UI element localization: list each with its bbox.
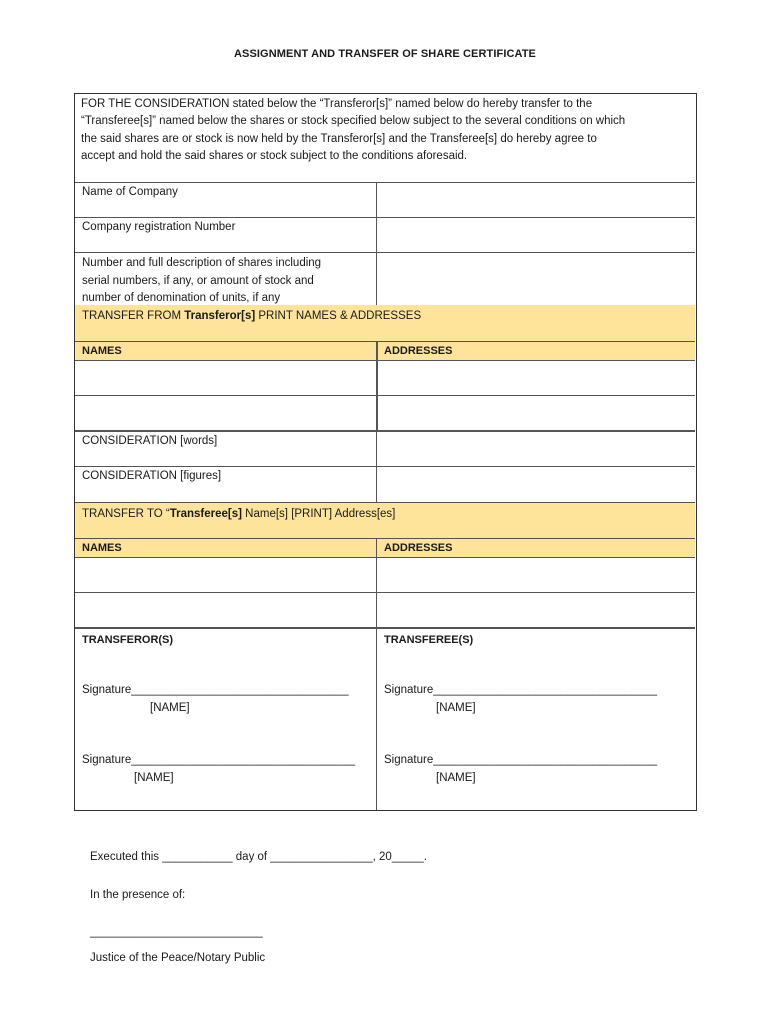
shares-line: Number and full description of shares including: [82, 257, 322, 269]
transfer-from-prefix: TRANSFER FROM: [82, 310, 185, 322]
witness-signature-line[interactable]: ___________________________: [90, 926, 263, 938]
from-addresses-header: ADDRESSES: [377, 342, 695, 360]
shares-line: number of denomination of units, if any: [82, 292, 281, 304]
transferor-signature-2[interactable]: Signature___________________________________: [82, 754, 356, 766]
shares-description-input[interactable]: [376, 252, 695, 305]
to-names-header: NAMES: [75, 539, 376, 557]
column-divider: [376, 431, 377, 502]
to-address-input-1[interactable]: [377, 557, 695, 592]
transferee-signature-2[interactable]: Signature___________________________________: [384, 754, 658, 766]
from-address-input-2[interactable]: [377, 395, 695, 430]
consideration-words-input[interactable]: [377, 431, 695, 466]
transfer-to-suffix: Name[s] [PRINT] Address[es]: [241, 508, 396, 520]
transferee-name-2: [NAME]: [436, 772, 476, 784]
column-divider: [376, 182, 377, 305]
company-reg-input[interactable]: [376, 217, 695, 252]
shares-line: serial numbers, if any, or amount of stock and: [82, 274, 314, 287]
transferor-heading: TRANSFEROR(S): [82, 634, 174, 646]
from-names-header: NAMES: [75, 342, 376, 360]
transferor-signature-1[interactable]: Signature__________________________________: [82, 684, 349, 696]
transferee-signature-1[interactable]: Signature___________________________________: [384, 684, 658, 696]
intro-line: accept and hold the said shares or stock subject to the conditions aforesaid.: [81, 149, 468, 162]
to-name-input-2[interactable]: [75, 592, 376, 627]
intro-line: FOR THE CONSIDERATION stated below the “Transferor[s]” named below do hereby transfer to the: [81, 98, 593, 110]
intro-line: the said shares are or stock is now held by the Transferor[s] and the Transferee[s] do hereby agree to: [81, 132, 597, 145]
transfer-form: [74, 93, 697, 811]
jp-label: Justice of the Peace/Notary Public: [90, 952, 266, 964]
transfer-from-header: [75, 305, 695, 341]
consideration-figures-label: CONSIDERATION [figures]: [82, 470, 222, 482]
company-name-label: Name of Company: [82, 186, 178, 198]
consideration-figures-input[interactable]: [377, 466, 695, 502]
from-name-input-1[interactable]: [75, 360, 376, 395]
consideration-words-label: CONSIDERATION [words]: [82, 435, 218, 447]
column-divider: [376, 342, 378, 430]
to-name-input-1[interactable]: [75, 557, 376, 592]
company-name-input[interactable]: [376, 182, 695, 217]
column-divider: [376, 539, 377, 627]
from-name-input-2[interactable]: [75, 395, 376, 430]
transfer-from-suffix: PRINT NAMES & ADDRESSES: [255, 310, 422, 322]
transfer-from-bold: Transferor[s]: [184, 310, 256, 322]
company-reg-label: Company registration Number: [82, 221, 236, 233]
from-address-input-1[interactable]: [377, 360, 695, 395]
to-address-input-2[interactable]: [377, 592, 695, 627]
transfer-to-header: [75, 503, 695, 538]
document-title: ASSIGNMENT AND TRANSFER OF SHARE CERTIFICATE: [233, 48, 536, 60]
transferor-name-1: [NAME]: [150, 702, 190, 714]
to-addresses-header: ADDRESSES: [377, 539, 695, 557]
transferor-name-2: [NAME]: [134, 772, 174, 784]
executed-line[interactable]: Executed this ___________ day of ________________, 20_____.: [90, 851, 427, 863]
transfer-to-prefix: TRANSFER TO “: [82, 508, 170, 520]
row-divider: [75, 627, 695, 629]
shares-description-label: [75, 253, 376, 305]
intro-line: “Transferee[s]” named below the shares or stock specified below subject to the several conditions on which: [81, 115, 626, 128]
column-divider: [376, 628, 377, 810]
transfer-to-bold: Transferee[s]: [169, 508, 242, 520]
transferee-name-1: [NAME]: [436, 702, 476, 714]
intro-paragraph: [75, 94, 695, 183]
transferee-heading: TRANSFEREE(S): [384, 634, 474, 646]
presence-label: In the presence of:: [90, 889, 186, 901]
